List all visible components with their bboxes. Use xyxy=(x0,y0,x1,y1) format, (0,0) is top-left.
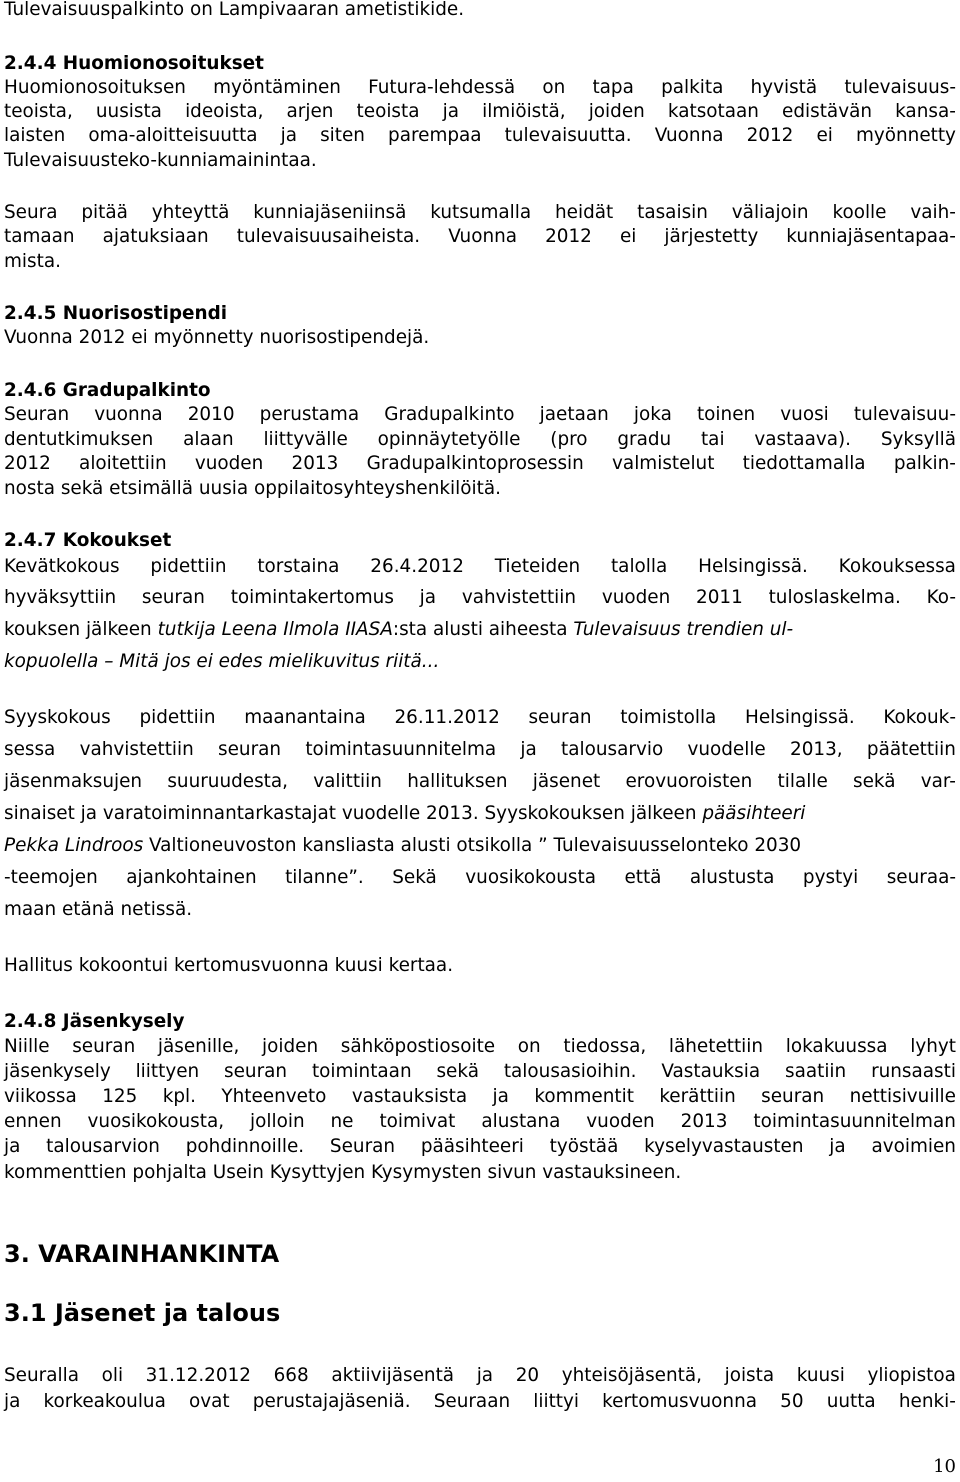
word: tiedottamalla xyxy=(742,453,866,474)
word: vahvistettiin xyxy=(461,587,577,608)
word: pääsihteeri xyxy=(420,1136,524,1157)
paragraph-line xyxy=(4,204,956,226)
word: 2012 xyxy=(746,125,794,146)
paragraph-line: mista. xyxy=(4,251,61,272)
word: kunniajäsentapaa- xyxy=(786,226,956,247)
word: talolla xyxy=(610,556,668,577)
word: myönnetty xyxy=(855,125,956,146)
section-heading-2-4-6: 2.4.6 Gradupalkinto xyxy=(4,380,211,401)
word: oma-aloitteisuutta xyxy=(88,125,258,146)
word: pohdinnoille. xyxy=(185,1136,305,1157)
word: ja xyxy=(476,1365,494,1386)
word: alaan xyxy=(183,429,234,450)
word: jäsenkysely xyxy=(4,1061,111,1082)
word: runsaasti xyxy=(871,1061,956,1082)
paragraph-line xyxy=(4,1393,956,1415)
word: gradu xyxy=(617,429,672,450)
word: viikossa xyxy=(4,1086,77,1107)
word: Gradupalkintoprosessin xyxy=(366,453,584,474)
word: toimintaan xyxy=(311,1061,412,1082)
word: valmistelut xyxy=(612,453,715,474)
paragraph-line xyxy=(4,837,956,859)
paragraph-line xyxy=(4,228,956,250)
word: seuran xyxy=(528,707,592,728)
word: joiden xyxy=(588,101,645,122)
word: laisten xyxy=(4,125,66,146)
section-heading-2-4-8: 2.4.8 Jäsenkysely xyxy=(4,1011,185,1032)
word: -teemojen xyxy=(4,867,98,888)
word: kunniajäseniinsä xyxy=(253,202,407,223)
word: ja xyxy=(280,125,298,146)
word: tapa xyxy=(592,77,634,98)
paragraph-line xyxy=(4,741,956,763)
word: tilanne”. xyxy=(285,867,364,888)
page-number: 10 xyxy=(933,1456,956,1477)
word: (pro xyxy=(550,429,588,450)
word: joka xyxy=(633,404,672,425)
paragraph-line xyxy=(4,1038,956,1060)
word: korkeakoulua xyxy=(43,1391,166,1412)
word: Seuran xyxy=(329,1136,396,1157)
word: ilmiöistä, xyxy=(482,101,566,122)
word: sekä xyxy=(436,1061,479,1082)
word: ja xyxy=(4,1136,21,1157)
paragraph-line xyxy=(4,406,956,428)
text-run: Valtioneuvoston kansliasta alusti otsikolla ” Tulevaisuusselonteko 2030 xyxy=(143,835,802,856)
word: pidettiin xyxy=(150,556,227,577)
word: tiedossa, xyxy=(563,1036,647,1057)
word: avoimien xyxy=(871,1136,956,1157)
word: tasaisin xyxy=(637,202,708,223)
paragraph-line xyxy=(4,869,956,891)
word: lyhyt xyxy=(910,1036,956,1057)
word: vaih- xyxy=(910,202,956,223)
word: Vuonna xyxy=(448,226,518,247)
word: suuruudesta, xyxy=(167,771,289,792)
word: kerättiin xyxy=(659,1086,736,1107)
paragraph-line xyxy=(4,773,956,795)
word: talousasioihin. xyxy=(503,1061,637,1082)
word: Vuonna xyxy=(654,125,724,146)
word: 50 xyxy=(780,1391,804,1412)
paragraph-line xyxy=(4,621,956,643)
word: vuosi xyxy=(780,404,829,425)
word: liittyi xyxy=(533,1391,580,1412)
word: ajankohtainen xyxy=(126,867,257,888)
word: vahvistettiin xyxy=(79,739,194,760)
word: Helsingissä. xyxy=(698,556,808,577)
word: 26.4.2012 xyxy=(370,556,464,577)
word: kutsumalla xyxy=(430,202,532,223)
word: torstaina xyxy=(257,556,340,577)
word: arjen xyxy=(286,101,334,122)
word: 2012 xyxy=(545,226,592,247)
word: tai xyxy=(700,429,725,450)
word: 2011 xyxy=(696,587,743,608)
word: 125 xyxy=(102,1086,138,1107)
word: tulevaisuu- xyxy=(853,404,956,425)
word: Seuralla xyxy=(4,1365,79,1386)
section-heading-3-1: 3.1 Jäsenet ja talous xyxy=(4,1299,281,1327)
word: väliajoin xyxy=(731,202,809,223)
word: jaetaan xyxy=(539,404,609,425)
italic-run: tutkija Leena Ilmola IIASA xyxy=(157,619,393,640)
section-heading-2-4-4: 2.4.4 Huomionosoitukset xyxy=(4,53,264,74)
word: perustajajäseniä. xyxy=(252,1391,411,1412)
paragraph-line xyxy=(4,709,956,731)
section-heading-2-4-5: 2.4.5 Nuorisostipendi xyxy=(4,303,228,324)
word: kuusi xyxy=(796,1365,845,1386)
word: uutta xyxy=(826,1391,876,1412)
word: tilalle xyxy=(777,771,828,792)
word: parempaa xyxy=(388,125,482,146)
word: tulevaisuus- xyxy=(844,77,956,98)
word: ajatuksiaan xyxy=(102,226,209,247)
word: hyväksyttiin xyxy=(4,587,117,608)
word: on xyxy=(542,77,566,98)
word: heidät xyxy=(555,202,614,223)
word: aloitettiin xyxy=(79,453,167,474)
word: että xyxy=(624,867,662,888)
paragraph-line: Vuonna 2012 ei myönnetty nuorisostipendejä. xyxy=(4,327,430,348)
word: seuran xyxy=(72,1036,136,1057)
word: hyvistä xyxy=(750,77,818,98)
word: Futura-lehdessä xyxy=(368,77,516,98)
word: Ko- xyxy=(926,587,956,608)
word: nettisivuille xyxy=(849,1086,956,1107)
word: jäsenmaksujen xyxy=(4,771,143,792)
word: lähetettiin xyxy=(668,1036,764,1057)
word: liittyen xyxy=(135,1061,200,1082)
word: ovat xyxy=(189,1391,230,1412)
word: seuran xyxy=(224,1061,288,1082)
word: perustama xyxy=(259,404,360,425)
word: vuonna xyxy=(94,404,163,425)
italic-run: kopuolella – Mitä jos ei edes mielikuvitus riitä... xyxy=(4,651,440,672)
word: ja xyxy=(442,101,459,122)
word: Sekä xyxy=(392,867,437,888)
word: vuoden xyxy=(194,453,264,474)
word: vuodelle xyxy=(687,739,766,760)
word: toimivat xyxy=(379,1111,456,1132)
word: koolle xyxy=(832,202,887,223)
word: Gradupalkinto xyxy=(384,404,515,425)
word: toimintasuunnitelman xyxy=(753,1111,956,1132)
word: sessa xyxy=(4,739,56,760)
word: valittiin xyxy=(313,771,382,792)
paragraph-line xyxy=(4,1138,956,1160)
word: hallituksen xyxy=(407,771,508,792)
word: henki- xyxy=(898,1391,956,1412)
word: Vastauksia xyxy=(661,1061,761,1082)
word: työstää xyxy=(549,1136,619,1157)
word: vastauksista xyxy=(351,1086,468,1107)
word: alustusta xyxy=(689,867,775,888)
word: 20 xyxy=(515,1365,540,1386)
word: tamaan xyxy=(4,226,75,247)
word: ennen xyxy=(4,1111,62,1132)
word: toimintasuunnitelma xyxy=(305,739,497,760)
word: seuran xyxy=(218,739,282,760)
word: ne xyxy=(330,1111,354,1132)
word: pitää xyxy=(81,202,128,223)
paragraph-line xyxy=(4,79,956,101)
word: pidettiin xyxy=(139,707,216,728)
word: seuraa- xyxy=(886,867,956,888)
text-run: sinaiset ja varatoiminnantarkastajat vuodelle 2013. Syyskokouksen jälkeen xyxy=(4,803,703,824)
word: dentutkimuksen xyxy=(4,429,154,450)
paragraph-line: kommenttien pohjalta Usein Kysyttyjen Kysymysten sivun vastauksineen. xyxy=(4,1162,682,1183)
word: ja xyxy=(520,739,537,760)
paragraph-line xyxy=(4,653,956,675)
word: kertomusvuonna xyxy=(602,1391,758,1412)
paragraph-line xyxy=(4,127,956,149)
word: saatiin xyxy=(784,1061,847,1082)
paragraph-line xyxy=(4,589,956,611)
word: Huomionosoituksen xyxy=(4,77,186,98)
word: Seuran xyxy=(4,404,70,425)
word: alustana xyxy=(481,1111,561,1132)
word: päätettiin xyxy=(866,739,956,760)
word: ideoista, xyxy=(185,101,264,122)
word: yhteyttä xyxy=(151,202,230,223)
word: teoista, xyxy=(4,101,73,122)
paragraph-line xyxy=(4,103,956,125)
word: Tieteiden xyxy=(494,556,581,577)
word: tulevaisuutta. xyxy=(504,125,632,146)
word: ja xyxy=(829,1136,846,1157)
word: Seura xyxy=(4,202,58,223)
paragraph-line xyxy=(4,431,956,453)
word: joista xyxy=(724,1365,775,1386)
word: talousarvion xyxy=(46,1136,160,1157)
word: ja xyxy=(492,1086,509,1107)
word: kpl. xyxy=(162,1086,196,1107)
paragraph-line: Hallitus kokoontui kertomusvuonna kuusi kertaa. xyxy=(4,955,454,976)
paragraph-line: nosta sekä etsimällä uusia oppilaitosyhteyshenkilöitä. xyxy=(4,478,501,499)
word: kommentit xyxy=(534,1086,634,1107)
paragraph-line: maan etänä netissä. xyxy=(4,899,193,920)
word: 26.11.2012 xyxy=(394,707,500,728)
document-page xyxy=(4,0,956,1482)
word: katsotaan xyxy=(667,101,759,122)
word: joiden xyxy=(262,1036,319,1057)
paragraph-line xyxy=(4,1113,956,1135)
word: var- xyxy=(920,771,956,792)
paragraph-line: Tulevaisuusteko-kunniamainintaa. xyxy=(4,150,317,171)
word: kyselyvastausten xyxy=(644,1136,804,1157)
section-heading-2-4-7: 2.4.7 Kokoukset xyxy=(4,530,172,551)
word: Yhteenveto xyxy=(221,1086,327,1107)
word: 2013, xyxy=(790,739,843,760)
paragraph-line xyxy=(4,805,956,827)
paragraph-line: Tulevaisuuspalkinto on Lampivaaran ametistikide. xyxy=(4,0,465,20)
word: vuoden xyxy=(601,587,671,608)
word: tulevaisuusaiheista. xyxy=(236,226,421,247)
word: ja xyxy=(4,1391,21,1412)
word: ei xyxy=(619,226,637,247)
paragraph-line xyxy=(4,1088,956,1110)
word: toimistolla xyxy=(620,707,717,728)
word: uusista xyxy=(95,101,162,122)
word: sekä xyxy=(853,771,896,792)
word: toimintakertomus xyxy=(230,587,394,608)
word: ei xyxy=(816,125,833,146)
chapter-heading: 3. VARAINHANKINTA xyxy=(4,1240,280,1268)
word: 2013 xyxy=(680,1111,728,1132)
word: 2010 xyxy=(187,404,235,425)
word: Kokouk- xyxy=(883,707,956,728)
text-run: kouksen jälkeen xyxy=(4,619,158,640)
word: Seuraan xyxy=(433,1391,511,1412)
word: ja xyxy=(419,587,437,608)
word: vuosikokousta, xyxy=(87,1111,225,1132)
word: opinnäytetyölle xyxy=(377,429,521,450)
word: yliopistoa xyxy=(867,1365,956,1386)
word: Helsingissä. xyxy=(745,707,855,728)
paragraph-line xyxy=(4,455,956,477)
word: myöntäminen xyxy=(213,77,341,98)
word: on xyxy=(517,1036,541,1057)
word: 2012 xyxy=(4,453,51,474)
word: vuoden xyxy=(586,1111,655,1132)
word: lokakuussa xyxy=(785,1036,888,1057)
word: toinen xyxy=(696,404,756,425)
word: 668 xyxy=(273,1365,309,1386)
word: seuran xyxy=(141,587,205,608)
word: Kevätkokous xyxy=(4,556,120,577)
word: kansa- xyxy=(895,101,956,122)
word: yhteisöjäsentä, xyxy=(561,1365,702,1386)
word: Niille xyxy=(4,1036,50,1057)
paragraph-line xyxy=(4,1367,956,1389)
word: palkin- xyxy=(893,453,956,474)
italic-run: Pekka Lindroos xyxy=(4,835,144,856)
word: jäsenet xyxy=(532,771,601,792)
word: erovuoroisten xyxy=(625,771,753,792)
word: pystyi xyxy=(802,867,859,888)
word: järjestetty xyxy=(664,226,759,247)
word: Syyskokous xyxy=(4,707,111,728)
word: edistävän xyxy=(782,101,873,122)
word: liittyvälle xyxy=(263,429,348,450)
word: teoista xyxy=(356,101,420,122)
word: Kokouksessa xyxy=(838,556,956,577)
word: jäsenille, xyxy=(157,1036,240,1057)
word: oli xyxy=(101,1365,124,1386)
word: tuloslaskelma. xyxy=(768,587,901,608)
word: talousarvio xyxy=(561,739,664,760)
italic-run: pääsihteeri xyxy=(702,803,806,824)
word: palkita xyxy=(661,77,724,98)
word: jolloin xyxy=(250,1111,305,1132)
word: vuosikokousta xyxy=(465,867,596,888)
word: Syksyllä xyxy=(880,429,956,450)
word: maanantaina xyxy=(244,707,366,728)
word: seuran xyxy=(761,1086,825,1107)
paragraph-line xyxy=(4,1063,956,1085)
text-run: :sta alusti aiheesta xyxy=(392,619,574,640)
word: aktiivijäsentä xyxy=(331,1365,455,1386)
word: 2013 xyxy=(291,453,339,474)
word: 31.12.2012 xyxy=(145,1365,251,1386)
word: sähköpostiosoite xyxy=(340,1036,496,1057)
italic-run: Tulevaisuus trendien ul- xyxy=(573,619,794,640)
paragraph-line xyxy=(4,558,956,580)
word: vastaava). xyxy=(754,429,852,450)
word: siten xyxy=(320,125,365,146)
